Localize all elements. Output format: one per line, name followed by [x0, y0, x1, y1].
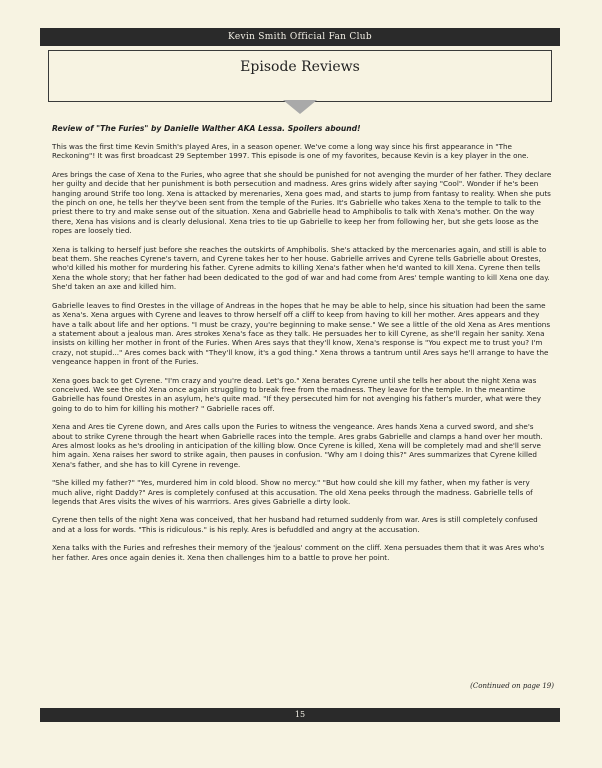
- review-paragraph: Xena is talking to herself just before she reaches the outskirts of Amphibolis. She's attacked by the mercenaries again, and still is able to beat them. She reaches Cyrene's tavern, and Cyrene takes her to her house. Gabrielle arrives and Cyrene tells Gabrielle about Orestes, who'd killed his mother for murdering his father. Cyrene admits to killing Xena's father when he'd wanted to kill Xena. Cyrene then tells Xena the whole story; that her father had been dedicated to the god of war and had come from Ares' temple wanting to kill Xena one day. She'd taken an axe and killed him.: [52, 244, 550, 292]
- review-paragraph: Xena talks with the Furies and refreshes their memory of the 'jealous' comment on the cliff. Xena persuades them that it was Ares who's her father. Ares once again denies it. Xena then challenges him to a battle to prove her point.: [52, 543, 545, 562]
- review-paragraph: This was the first time Kevin Smith's played Ares, in a season opener. We've come a long way since his first appearance in "The Reckoning"! It was first broadcast 29 September 1997. This episode is one of my favorites, because Kevin is a key player in the one.: [52, 142, 529, 161]
- continued-note: (Continued on page 19): [470, 682, 554, 690]
- newsletter-page: [40, 28, 560, 728]
- club-header-bar: Kevin Smith Official Fan Club: [40, 28, 560, 46]
- triangle-ornament-icon: [283, 100, 317, 114]
- review-paragraph: Gabrielle leaves to find Orestes in the village of Andreas in the hopes that he may be able to help, since his situation had been the same as Xena's. Xena argues with Cyrene and leaves to throw herself off a cliff to keep from having to kill her mother. Ares appears and they have a talk about life and her options. "I must be crazy, you're beginning to make sense." We see a little of the old Xena as Ares mentions a statement about a jealous man. Ares strokes Xena's face as they talk. He persuades her to kill Cyrene, as she'll regain her sanity. Xena insists on killing her mother in front of the Furies. When Ares says that they'll know, Xena's response is "You expect me to trust you? I'm crazy, not stupid..." Ares comes back with "They'll know, it's a god thing." Xena throws a tantrum until Ares says he'll arrange to have the vengeance happen in front of the Furies.: [52, 300, 551, 367]
- page-number: 15: [294, 710, 306, 719]
- section-title: Episode Reviews: [240, 59, 360, 75]
- review-paragraph: "She killed my father?" "Yes, murdered him in cold blood. Show no mercy." "But how could she kill my father, when my father is very much alive, right Daddy?" Ares is completely confused at this accusation. The old Xena peeks through the madness. Gabrielle tells of legends that Ares visits the wives of his warrriors. Ares gives Gabrielle a dirty look.: [52, 478, 533, 506]
- review-heading: Review of "The Furies" by Danielle Walther AKA Lessa. Spoilers abound!: [52, 124, 361, 133]
- review-paragraph: Xena goes back to get Cyrene. "I'm crazy and you're dead. Let's go." Xena berates Cyrene until she tells her about the night Xena was conceived. We see the old Xena once again struggling to break free from the madness. They leave for the temple. In the meantime Gabrielle has found Orestes in an asylum, he's quite mad. "If they persecuted him for not avenging his father's murder, what were they going to do to him for killing his mother? " Gabrielle races off.: [52, 375, 542, 413]
- footer-bar: [40, 708, 560, 722]
- section-title-box: [48, 50, 552, 102]
- review-paragraph: Ares brings the case of Xena to the Furies, who agree that she should be punished for not avenging the murder of her father. They declare her guilty and decide that her punishment is both persecution and madness. Ares grins widely after saying "Cool". Wonder if he's been hanging around Strife too long. Xena is attacked by merenaries, Xena goes mad, and starts to jump from fantasy to reality. When she puts the pinch on one, he tells her they've been sent from the temple of the Furies. It's Gabrielle who takes Xena to the temple to talk to the priest there to try and make sense out of the situation. Xena and Gabrielle head to Amphibolis to talk with Xena's mother. On the way there, Xena has visions and is clearly delusional. Xena tries to tie up Gabrielle to keep her from following her, but she gets loose as the ropes are loosely tied.: [52, 169, 552, 236]
- review-body: [52, 142, 552, 571]
- review-paragraph: Xena and Ares tie Cyrene down, and Ares calls upon the Furies to witness the vengeance. Ares hands Xena a curved sword, and she's about to strike Cyrene through the heart when Gabrielle races into the temple. Ares grabs Gabrielle and clamps a hand over her mouth. Ares almost looks as he's drooling in anticipation of the killing blow. Once Cyrene is killed, Xena will be completely mad and she'll serve him again. Xena raises her sword to strike again, then pauses in confusion. "Why am I doing this?" Ares summarizes that Cyrene killed Xena's father, and she has to kill Cyrene in revenge.: [52, 422, 543, 469]
- review-paragraph: Cyrene then tells of the night Xena was conceived, that her husband had returned suddenly from war. Ares is still completely confused and at a loss for words. "This is ridiculous." is his reply. Ares is befuddled and angry at the accusation.: [52, 515, 538, 534]
